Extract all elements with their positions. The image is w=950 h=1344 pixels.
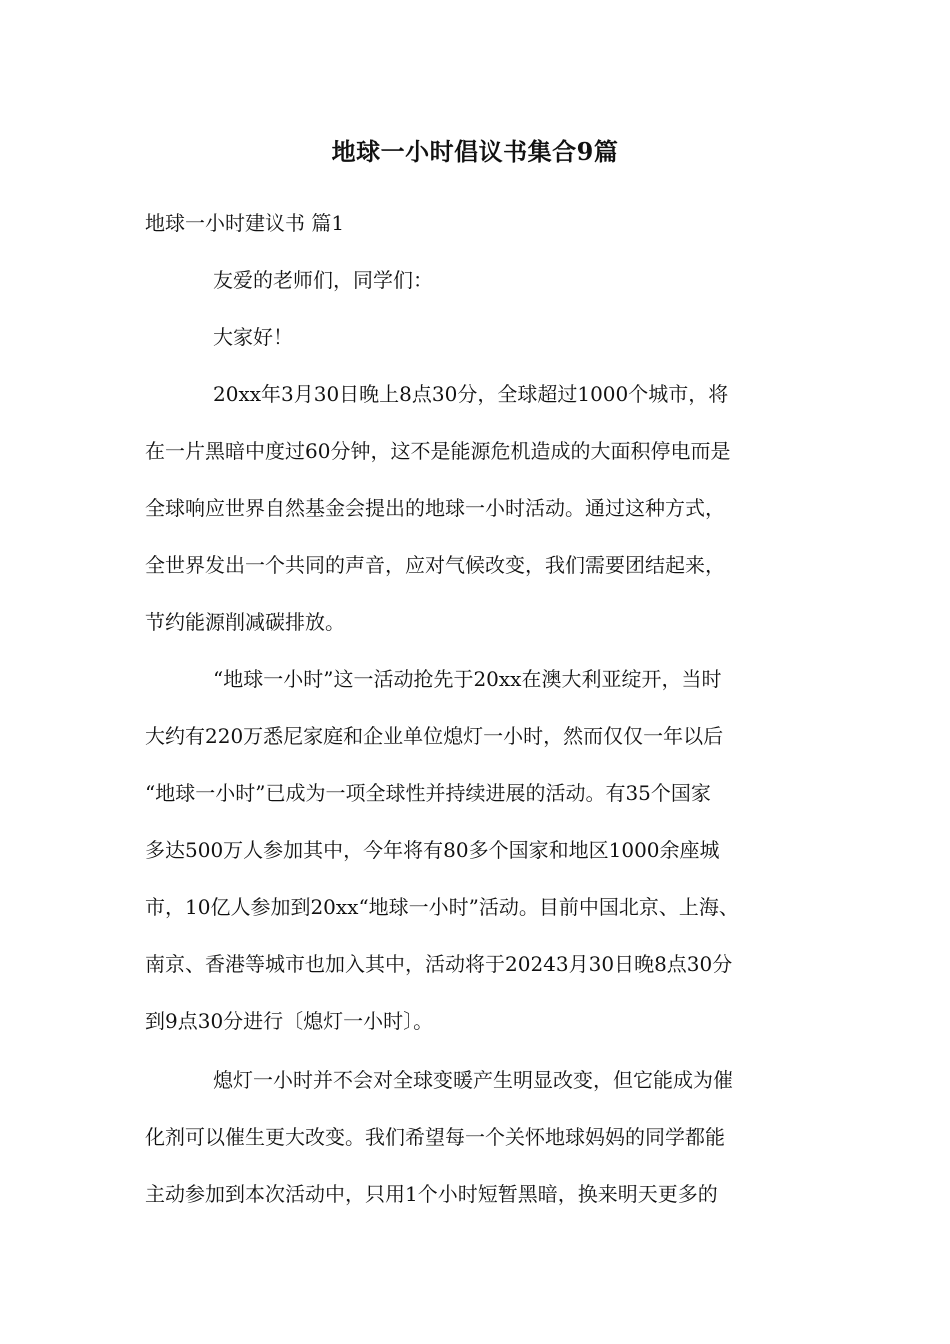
paragraph-line: 大约有220万悉尼家庭和企业单位熄灯一小时，然而仅仅一年以后 — [145, 724, 724, 748]
paragraph-line: 多达500万人参加其中，今年将有80多个国家和地区1000余座城 — [145, 838, 720, 862]
paragraph-line: 全世界发出一个共同的声音，应对气候改变，我们需要团结起来， — [145, 553, 725, 577]
paragraph-line: 20xx年3月30日晚上8点30分，全球超过1000个城市，将 — [213, 382, 729, 406]
paragraph-line: 到9点30分进行〔熄灯一小时〕。 — [145, 1009, 434, 1033]
paragraph-line: “地球一小时”这一活动抢先于20xx在澳大利亚绽开，当时 — [213, 667, 722, 691]
paragraph-line: 熄灯一小时并不会对全球变暖产生明显改变，但它能成为催 — [213, 1068, 733, 1092]
paragraph-line: 全球响应世界自然基金会提出的地球一小时活动。通过这种方式， — [145, 496, 725, 520]
section-heading: 地球一小时建议书 篇1 — [145, 211, 345, 235]
salutation-line: 大家好！ — [213, 325, 293, 349]
paragraph-line: 市，10亿人参加到20xx“地球一小时”活动。目前中国北京、上海、 — [145, 895, 739, 919]
paragraph-line: 化剂可以催生更大改变。我们希望每一个关怀地球妈妈的同学都能 — [145, 1125, 725, 1149]
paragraph-line: 南京、香港等城市也加入其中，活动将于20243月30日晚8点30分 — [145, 952, 733, 976]
paragraph-line: 节约能源削减碳排放。 — [145, 610, 345, 634]
greeting-line: 友爱的老师们，同学们： — [213, 268, 433, 292]
paragraph-line: “地球一小时”已成为一项全球性并持续进展的活动。有35个国家 — [145, 781, 711, 805]
document-title: 地球一小时倡议书集合9篇 — [331, 137, 619, 166]
paragraph-line: 在一片黑暗中度过60分钟，这不是能源危机造成的大面积停电而是 — [145, 439, 731, 463]
paragraph-line: 主动参加到本次活动中，只用1个小时短暂黑暗，换来明天更多的 — [145, 1182, 718, 1206]
